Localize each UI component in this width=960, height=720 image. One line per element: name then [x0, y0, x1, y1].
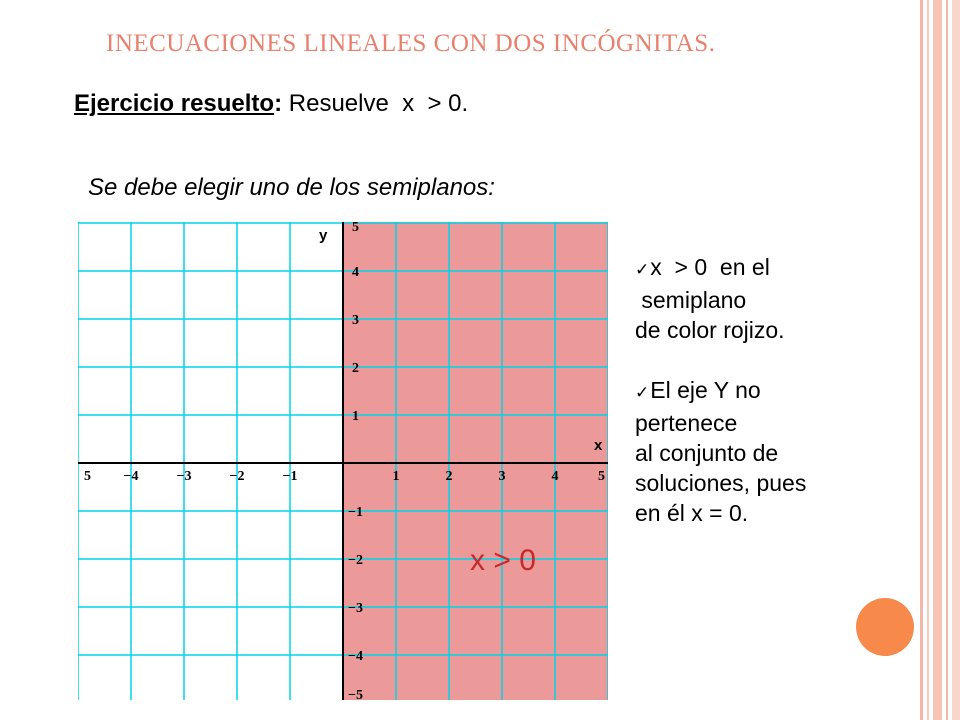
y-tick-label: −2	[348, 553, 363, 568]
x-tick-label: 1	[392, 469, 400, 484]
x-tick-label: 3	[498, 469, 506, 484]
x-tick-label: −3	[176, 469, 192, 484]
y-tick-label: 2	[352, 361, 359, 376]
note-2-line-2: pertenece	[635, 410, 738, 436]
notes-panel	[635, 252, 885, 528]
y-tick-label: 3	[352, 313, 359, 328]
coordinate-graph	[78, 222, 608, 700]
exercise-text: Resuelve x > 0.	[282, 90, 469, 117]
checkmark-icon: ✓	[635, 260, 650, 279]
slide-title: INECUACIONES LINEALES CON DOS INCÓGNITAS.	[106, 30, 716, 57]
exercise-colon: :	[274, 90, 283, 117]
decorative-circle	[856, 598, 914, 656]
exercise-label: Ejercicio resuelto	[74, 90, 275, 117]
x-tick-label: 5	[84, 469, 91, 484]
y-tick-label: −1	[348, 505, 363, 520]
note-1-line-3: de color rojizo.	[635, 317, 785, 343]
exercise-statement	[74, 90, 468, 118]
note-1-line-2: semiplano	[635, 287, 747, 313]
note-2-line-4: soluciones, pues	[635, 470, 807, 496]
x-tick-label: 2	[445, 469, 453, 484]
y-tick-label: −3	[348, 601, 363, 616]
y-tick-label: 1	[352, 409, 359, 424]
note-2-line-3: al conjunto de	[635, 440, 779, 466]
region-label: x > 0	[470, 544, 536, 577]
x-tick-label: −1	[282, 469, 298, 484]
shaded-half-plane	[343, 222, 608, 700]
note-2-line-1: ✓El eje Y no	[635, 377, 761, 403]
x-tick-label: 5	[598, 469, 605, 484]
subtitle: Se debe elegir uno de los semiplanos:	[88, 174, 495, 201]
y-tick-label: −5	[348, 688, 363, 700]
x-tick-label: 4	[551, 469, 559, 484]
decorative-stripes	[920, 0, 960, 720]
y-axis-label: y	[319, 227, 328, 244]
x-tick-label: −4	[123, 469, 139, 484]
x-axis-label: x	[594, 437, 603, 454]
y-tick-label: −4	[348, 649, 363, 664]
note-1-line-1: ✓x > 0 en el	[635, 254, 770, 280]
checkmark-icon: ✓	[635, 383, 650, 402]
note-2-line-5: en él x = 0.	[635, 500, 749, 526]
y-tick-label: 4	[352, 265, 359, 280]
y-tick-label: 5	[352, 222, 359, 235]
x-tick-label: −2	[229, 469, 245, 484]
